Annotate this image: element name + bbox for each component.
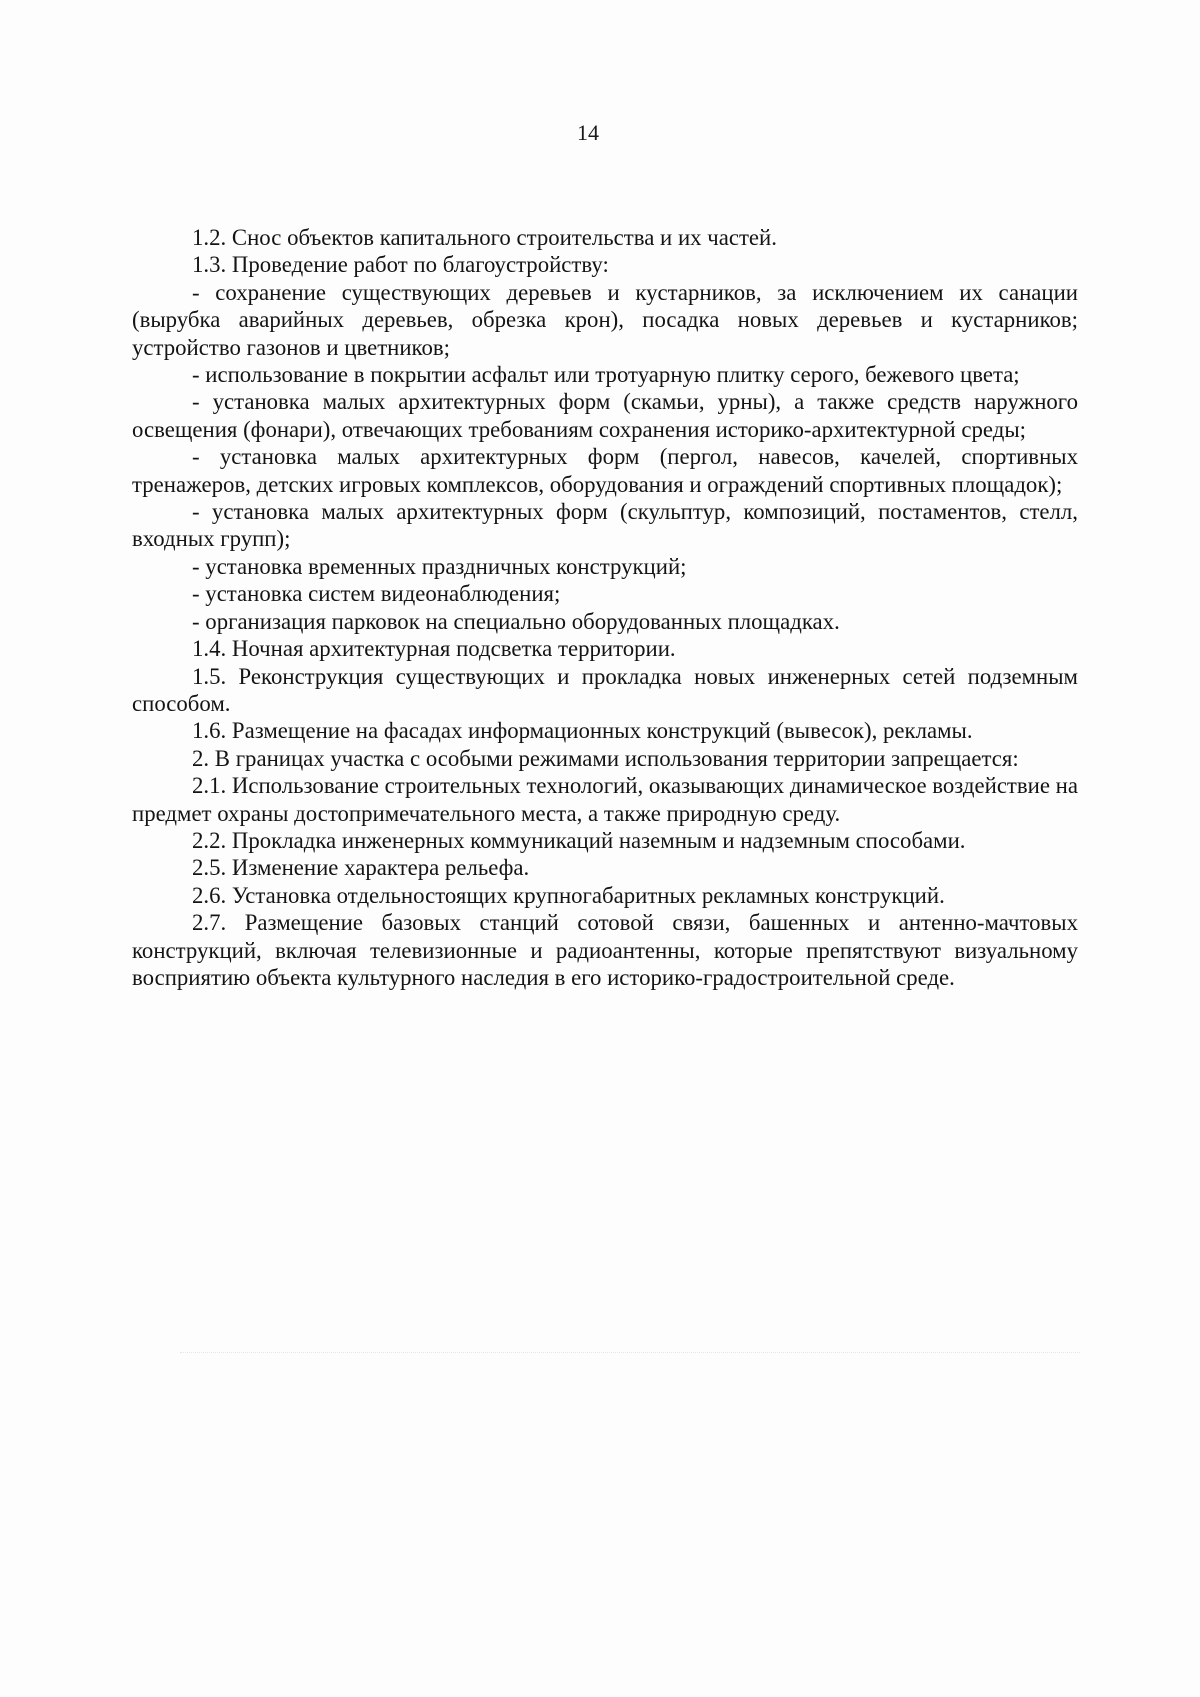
list-item-paving: - использование в покрытии асфальт или тротуарную плитку серого, бежевого цвета; bbox=[192, 362, 1020, 388]
list-item-sculptures: - установка малых архитектурных форм (скульптур, композиций, постаментов, стелл, входных групп); bbox=[132, 499, 1078, 552]
paragraph-2-7: 2.7. Размещение базовых станций сотовой связи, башенных и антенно-мачтовых конструкций, включая телевизионные и радиоантенны, которые препятствуют визуальному восприятию объекта культурного наследия в его историко-градостроительной среде. bbox=[132, 910, 1078, 990]
paragraph-2-5: 2.5. Изменение характера рельефа. bbox=[192, 855, 530, 881]
document-body bbox=[132, 224, 1078, 991]
paragraph-1-6: 1.6. Размещение на фасадах информационных конструкций (вывесок), рекламы. bbox=[192, 718, 973, 744]
paragraph-1-5: 1.5. Реконструкция существующих и прокладка новых инженерных сетей подземным способом. bbox=[132, 663, 1078, 716]
paragraph-1-3: 1.3. Проведение работ по благоустройству: bbox=[192, 252, 609, 278]
paragraph-1-2: 1.2. Снос объектов капитального строительства и их частей. bbox=[192, 225, 777, 250]
paragraph-2-1: 2.1. Использование строительных технологий, оказывающих динамическое воздействие на предмет охраны достопримечательного места, а также природную среду. bbox=[132, 773, 1078, 826]
paragraph-2-2: 2.2. Прокладка инженерных коммуникаций наземным и надземным способами. bbox=[192, 827, 966, 853]
scan-artifact-line bbox=[180, 1352, 1080, 1354]
list-item-trees: - сохранение существующих деревьев и кустарников, за исключением их санации (вырубка аварийных деревьев, обрезка крон), посадка новых деревьев и кустарников; устройство газонов и цветников; bbox=[132, 279, 1078, 360]
list-item-benches-lighting: - установка малых архитектурных форм (скамьи, урны), а также средств наружного освещения (фонари), отвечающих требованиям сохранения историко-архитектурной среды; bbox=[132, 389, 1078, 442]
list-item-sports-forms: - установка малых архитектурных форм (пергол, навесов, качелей, спортивных тренажеров, детских игровых комплексов, оборудования и ограждений спортивных площадок); bbox=[132, 444, 1078, 497]
list-item-cctv: - установка систем видеонаблюдения; bbox=[192, 581, 561, 607]
paragraph-1-4: 1.4. Ночная архитектурная подсветка территории. bbox=[192, 636, 676, 662]
paragraph-2-6: 2.6. Установка отдельностоящих крупногабаритных рекламных конструкций. bbox=[192, 882, 945, 908]
page-number: 14 bbox=[577, 120, 599, 145]
paragraph-2: 2. В границах участка с особыми режимами использования территории запрещается: bbox=[192, 745, 1019, 771]
list-item-festive: - установка временных праздничных конструкций; bbox=[192, 553, 687, 579]
list-item-parking: - организация парковок на специально оборудованных площадках. bbox=[192, 608, 840, 634]
